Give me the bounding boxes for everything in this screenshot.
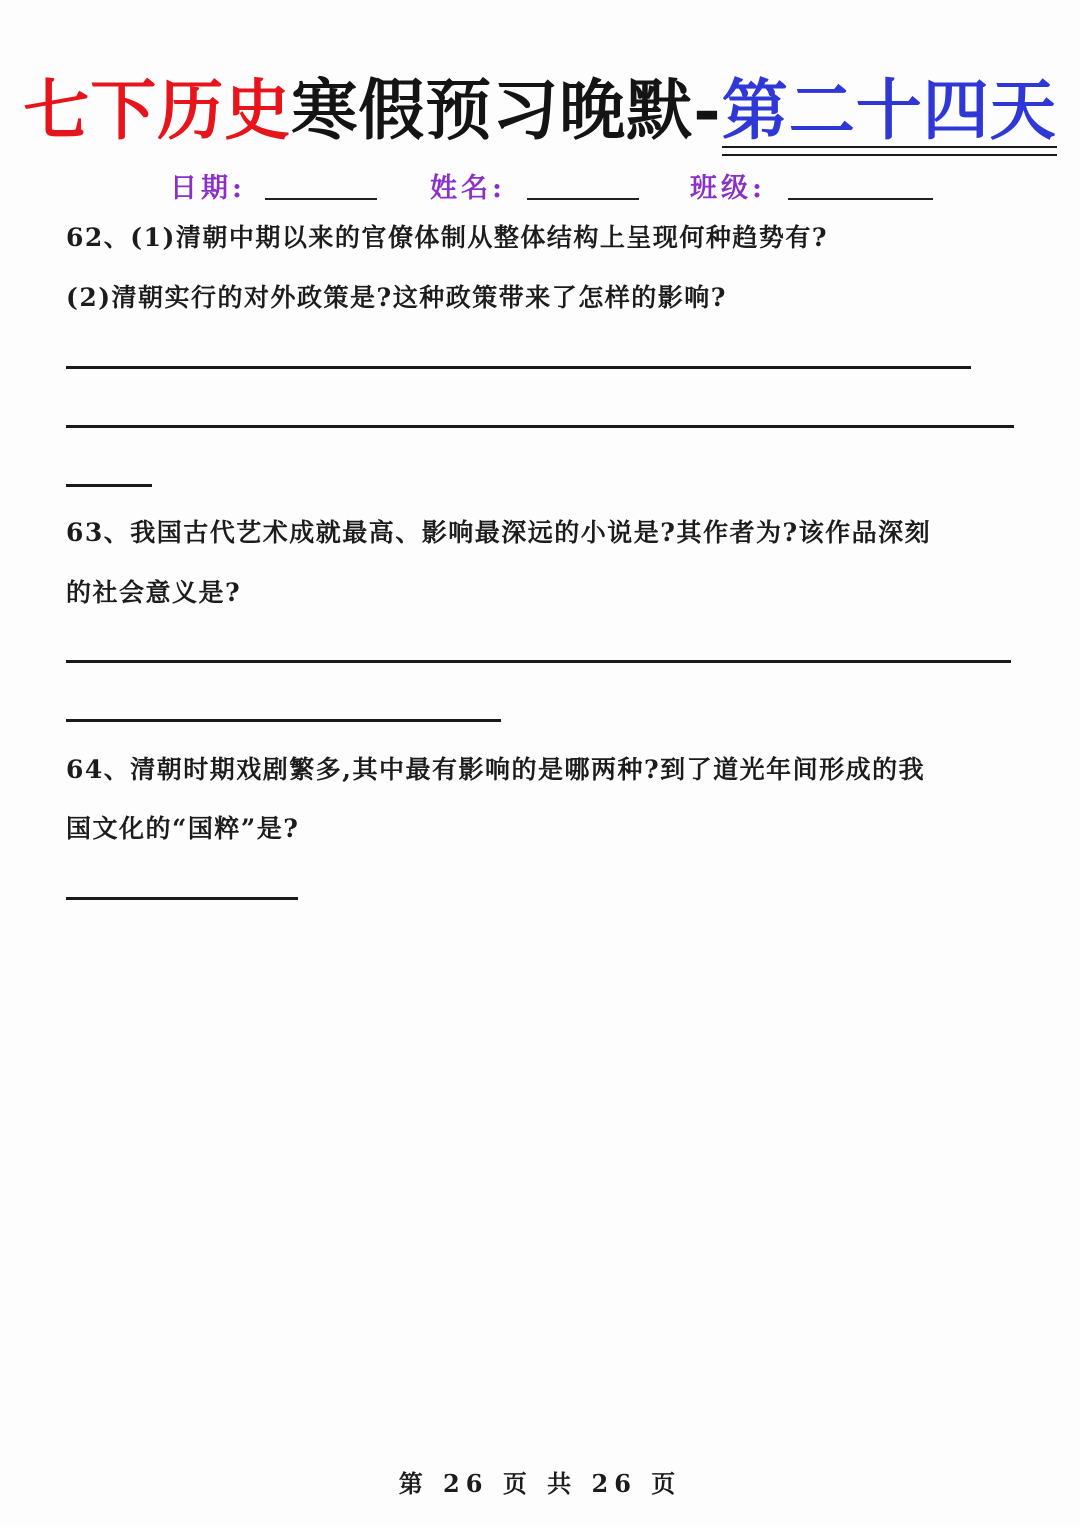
date-label: 日期: [170,173,246,204]
answer-line-63-2[interactable] [66,719,501,722]
page-number-footer [0,1464,1080,1499]
question-63-line-2: 的社会意义是? [66,578,242,607]
class-label: 班级: [690,173,766,204]
footer-total-pages: 26 [591,1469,637,1498]
date-field[interactable] [265,198,377,200]
question-62-line-1: 62、(1)清朝中期以来的官僚体制从整体结构上呈现何种趋势有? [66,223,828,252]
question-64-line-2: 国文化的“国粹”是? [66,814,300,843]
answer-line-62-2[interactable] [66,425,1014,428]
student-info-row [0,162,1080,208]
answer-line-63-1[interactable] [66,660,1011,663]
title-day: 第二十四天 [721,71,1057,149]
page-title [0,70,1080,150]
name-field[interactable] [527,198,639,200]
question-63-line-1: 63、我国古代艺术成就最高、影响最深远的小说是?其作者为?该作品深刻 [66,518,932,547]
footer-suffix: 页 [651,1469,682,1498]
answer-line-62-1[interactable] [66,366,971,369]
footer-current-page: 26 [443,1469,489,1498]
answer-line-62-3[interactable] [66,484,152,487]
answer-line-64-1[interactable] [66,897,298,900]
name-label: 姓名: [430,173,506,204]
title-description: 寒假预习晚默- [291,71,722,149]
question-64-line-1: 64、清朝时期戏剧繁多,其中最有影响的是哪两种?到了道光年间形成的我 [66,755,926,784]
footer-prefix: 第 [398,1469,429,1498]
class-field[interactable] [788,198,933,200]
question-62-line-2: (2)清朝实行的对外政策是?这种政策带来了怎样的影响? [66,283,727,312]
title-subject: 七下历史 [23,71,292,149]
footer-middle: 页 共 [502,1469,578,1498]
